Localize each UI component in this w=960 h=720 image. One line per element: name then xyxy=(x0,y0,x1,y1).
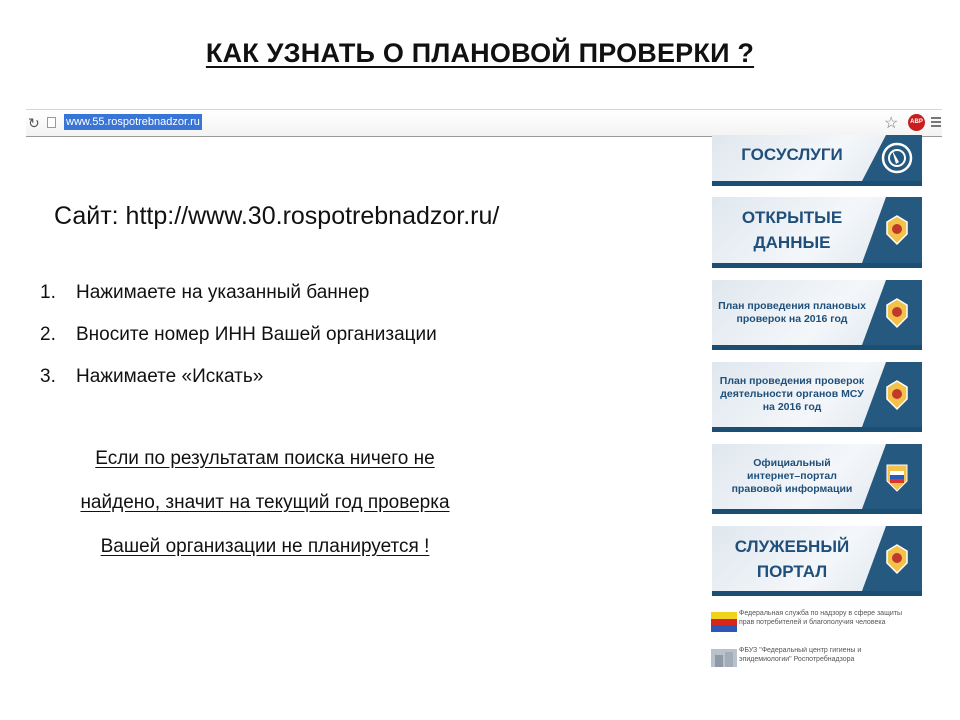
emblem-icon xyxy=(879,212,915,248)
news-thumbnail xyxy=(711,649,737,667)
banner-gosuslugi[interactable]: ГОСУСЛУГИ xyxy=(712,135,922,186)
result-note: Если по результатам поиска ничего не найдено, значит на текущий год проверка Вашей организации не планируется ! xyxy=(80,448,450,557)
list-item: 1. Нажимаете на указанный баннер xyxy=(40,282,370,303)
banner-service-portal[interactable]: СЛУЖЕБНЫЙ ПОРТАЛ xyxy=(712,526,922,596)
reload-icon[interactable]: ↻ xyxy=(28,115,40,131)
touch-icon xyxy=(879,140,915,176)
emblem-icon xyxy=(879,541,915,577)
emblem-icon xyxy=(879,295,915,331)
browser-toolbar xyxy=(26,109,942,137)
bookmark-star-icon[interactable]: ☆ xyxy=(884,115,899,132)
news-item[interactable]: Федеральная служба по надзору в сфере защиты прав потребителей и благополучия человека xyxy=(711,610,916,640)
adblock-icon[interactable]: ABP xyxy=(908,114,925,131)
banner-msu-inspections[interactable]: План проведения проверок деятельности органов МСУ на 2016 год xyxy=(712,362,922,432)
banner-open-data[interactable]: ОТКРЫТЫЕ ДАННЫЕ xyxy=(712,197,922,268)
page-icon xyxy=(47,117,56,128)
address-bar[interactable]: www.55.rospotrebnadzor.ru xyxy=(66,116,200,128)
news-thumbnail xyxy=(711,612,737,632)
list-item: 2. Вносите номер ИНН Вашей организации xyxy=(40,324,437,345)
banner-planned-inspections[interactable]: План проведения плановых проверок на 2016 год xyxy=(712,280,922,350)
flag-shield-icon xyxy=(879,459,915,495)
banner-legal-portal[interactable]: Официальный интернет–портал правовой информации xyxy=(712,444,922,514)
site-url-text: Сайт: http://www.30.rospotrebnadzor.ru/ xyxy=(54,202,500,230)
news-item[interactable]: ФБУЗ "Федеральный центр гигиены и эпидемиологии" Роспотребнадзора xyxy=(711,647,916,667)
list-item: 3. Нажимаете «Искать» xyxy=(40,366,264,387)
emblem-icon xyxy=(879,377,915,413)
steps-list xyxy=(40,282,437,408)
menu-icon[interactable] xyxy=(931,117,941,129)
slide-title: КАК УЗНАТЬ О ПЛАНОВОЙ ПРОВЕРКИ ? xyxy=(205,38,755,68)
